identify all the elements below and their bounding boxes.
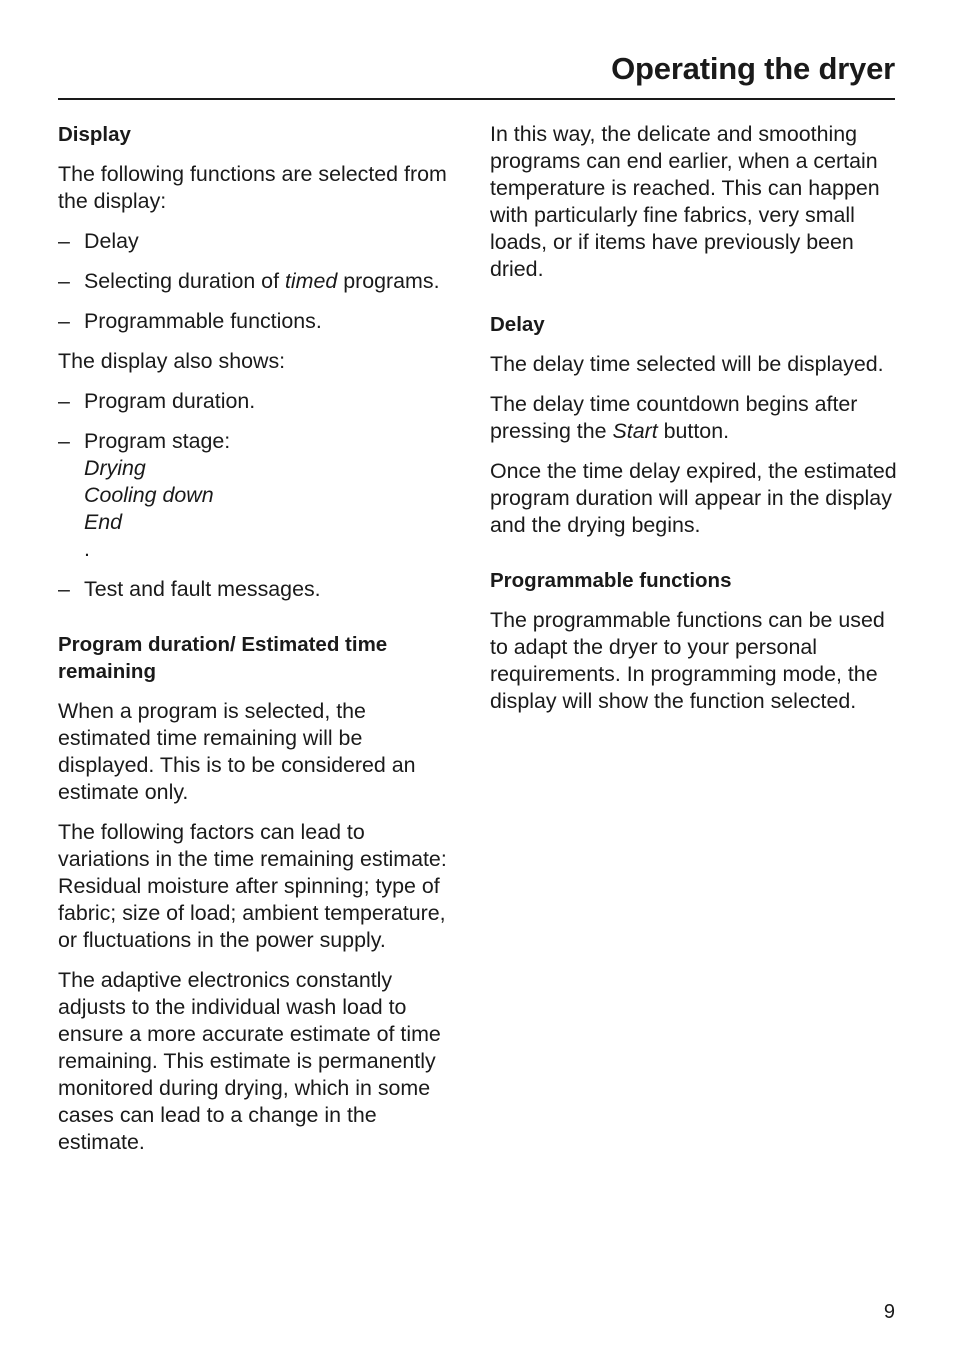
paragraph: The adaptive electronics constantly adjusts to the individual wash load to ensure a more accurate estimate of time remaining. This estimate is permanently monitored during drying, which in some cases can lead to a change in the estimate. [58,968,441,1154]
list-item: – Delay [58,229,139,253]
paragraph: When a program is selected, the estimated time remaining will be displayed. This is to be considered an estimate only. [58,699,416,804]
duration-heading: Program duration/ Estimated time remaining [58,633,388,683]
paragraph: The delay time selected will be displayed. [490,352,884,376]
programmable-section [490,567,900,715]
left-column [58,121,453,1169]
display-intro: The following functions are selected from the display: [58,162,447,213]
dash-marker: – [58,269,70,293]
delay-section [490,311,900,539]
stage-cooling: Cooling down [84,483,214,507]
list-item: – Selecting duration of timed programs. [58,269,440,293]
dash-marker: – [58,577,70,601]
list-item: – Test and fault messages. [58,577,321,601]
paragraph: Once the time delay expired, the estimated program duration will appear in the display and the drying begins. [490,459,897,537]
display-heading: Display [58,123,131,146]
dash-marker: – [58,229,70,253]
paragraph: The programmable functions can be used to adapt the dryer to your personal requirements. In programming mode, the display will show the function selected. [490,608,885,713]
display-shows-list [58,388,453,603]
delay-heading: Delay [490,313,545,336]
page-number: 9 [883,1301,895,1323]
stage-drying: Drying [84,456,146,480]
paragraph: The following factors can lead to variations in the time remaining estimate: Residual moisture after spinning; type of fabric; size of load; ambient temperature, or fluctuations in the power supply. [58,820,447,952]
page-title: Operating the dryer [611,51,895,86]
header-rule [58,98,895,100]
dash-marker: – [58,309,70,333]
list-item: – Program duration. [58,389,256,413]
program-stages [84,455,453,563]
dash-marker: – [58,429,70,453]
display-functions-list [58,228,453,335]
duration-section [58,631,453,1156]
right-column [490,121,900,728]
display-section [58,121,453,603]
paragraph: In this way, the delicate and smoothing programs can end earlier, when a certain temperature is reached. This can happen with particularly fine fabrics, very small loads, or if items have previously been dried. [490,122,880,281]
stage-end: End . [84,510,123,561]
display-also-shows: The display also shows: [58,349,286,373]
list-item: – Programmable functions. [58,309,322,333]
programmable-heading: Programmable functions [490,569,732,592]
paragraph: The delay time countdown begins after pressing the Start button. [490,392,858,443]
dash-marker: – [58,389,70,413]
list-item: – Program stage: Drying Cooling down End . [58,428,453,563]
